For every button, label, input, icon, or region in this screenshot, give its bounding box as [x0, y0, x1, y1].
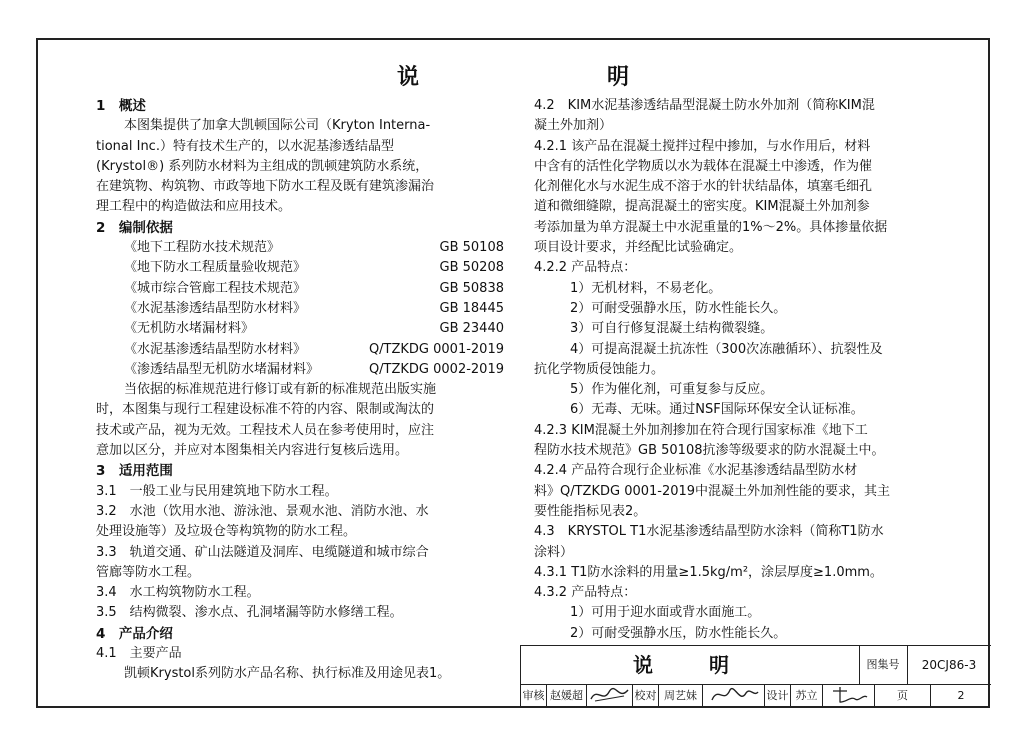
title-block	[520, 645, 991, 708]
checker-signature	[703, 684, 765, 708]
right-column	[534, 96, 974, 644]
section-heading: 3 适用范围	[96, 463, 173, 480]
list-item: 5）作为催化剂，可重复参与反应。	[570, 382, 774, 398]
text-line: 4.3.1 T1防水涂料的用量≥1.5kg/m²，涂层厚度≥1.0mm。	[534, 564, 883, 580]
standard-code: GB 50208	[439, 260, 504, 276]
standard-name: 《地下工程防水技术规范》	[124, 240, 281, 256]
page-title: 说 明	[396, 65, 677, 90]
standard-reference	[96, 360, 508, 380]
list-item: 2）可耐受强静水压，防水性能长久。	[570, 300, 787, 316]
text-line: 4.2.4 产品符合现行企业标准《水泥基渗透结晶型防水材	[534, 463, 858, 479]
text-line: 化剂催化水与水泥生成不溶于水的针状结晶体，填塞毛细孔	[534, 179, 873, 195]
standard-name: 《渗透结晶型无机防水堵漏材料》	[124, 361, 320, 377]
text-line: 4.3 KRYSTOL T1水泥基渗透结晶型防水涂料（简称T1防水	[534, 524, 884, 540]
designer-signature	[823, 684, 875, 708]
text-line: 时，本图集与现行工程建设标准不符的内容、限制或淘汰的	[96, 402, 435, 418]
text-line: tional Inc.）特有技术生产的，以水泥基渗透结晶型	[96, 138, 394, 154]
text-line: 中含有的活性化学物质以水为载体在混凝土中渗透，作为催	[534, 158, 873, 174]
reviewer-signature-mark	[588, 684, 632, 706]
text-line: 程防水技术规范》GB 50108抗渗等级要求的防水混凝土中。	[534, 443, 885, 459]
text-line: 管廊等防水工程。	[96, 564, 201, 580]
standard-name: 《水泥基渗透结晶型防水材料》	[124, 341, 307, 357]
designer-name: 苏立	[791, 684, 823, 708]
standard-reference	[96, 258, 508, 278]
text-line: 4.1 主要产品	[96, 646, 182, 662]
standard-reference	[96, 319, 508, 339]
text-line: 4.2 KIM水泥基渗透结晶型混凝土防水外加剂（简称KIM混	[534, 98, 875, 113]
standard-reference	[96, 299, 508, 319]
text-line: 4.2.2 产品特点：	[534, 260, 637, 276]
list-item: 3）可自行修复混凝土结构微裂缝。	[570, 321, 774, 337]
text-line: 在建筑物、构筑物、市政等地下防水工程及既有建筑渗漏治	[96, 179, 435, 195]
standard-name: 《城市综合管廊工程技术规范》	[124, 280, 307, 296]
atlas-number: 20CJ86-3	[921, 658, 977, 672]
standard-code: GB 50838	[439, 280, 504, 296]
standard-code: Q/TZKDG 0001-2019	[368, 341, 504, 357]
check-label: 校对	[633, 684, 659, 708]
text-line: 3.4 水工构筑物防水工程。	[96, 585, 260, 601]
standard-name: 《地下防水工程质量验收规范》	[124, 260, 307, 276]
title-block-top-row	[521, 646, 991, 685]
standard-reference	[96, 279, 508, 299]
text-line: 技术或产品，视为无效。工程技术人员在参考使用时，应注	[96, 422, 435, 438]
drawing-sheet	[36, 38, 990, 708]
list-item: 2）可耐受强静水压，防水性能长久。	[570, 625, 787, 641]
list-item: 6）无毒、无味。通过NSF国际环保安全认证标准。	[570, 402, 864, 418]
list-item: 1）无机材料，不易老化。	[570, 280, 722, 296]
design-label: 设计	[765, 684, 791, 708]
text-line: 要性能指标见表2。	[534, 503, 647, 519]
text-line: 3.1 一般工业与民用建筑地下防水工程。	[96, 483, 338, 499]
text-line: 项目设计要求，并经配比试验确定。	[534, 240, 743, 256]
reviewer-name: 赵媛超	[547, 684, 587, 708]
text-line: 4.3.2 产品特点：	[534, 585, 637, 601]
standard-code: Q/TZKDG 0002-2019	[368, 361, 504, 377]
text-line: 4.2.3 KIM混凝土外加剂掺加在符合现行国家标准《地下工	[534, 422, 868, 438]
paragraph-start: 凯顿Krystol系列防水产品名称、执行标准及用途见表1。	[124, 666, 451, 682]
list-item: 4）可提高混凝土抗冻性（300次冻融循环）、抗裂性及	[570, 341, 883, 357]
reviewer-signature	[587, 684, 633, 708]
text-line: 3.2 水池（饮用水池、游泳池、景观水池、消防水池、水	[96, 503, 429, 519]
atlas-number-label: 图集号	[859, 646, 908, 684]
text-line: 处理设施等）及垃圾仓等构筑物的防水工程。	[96, 524, 357, 540]
list-item: 1）可用于迎水面或背水面施工。	[570, 605, 761, 621]
standard-code: GB 18445	[439, 300, 504, 316]
title-block-title: 说 明	[521, 646, 860, 684]
standard-name: 《水泥基渗透结晶型防水材料》	[124, 300, 307, 316]
text-line: 涂料）	[534, 544, 574, 560]
text-line: 3.3 轨道交通、矿山法隧道及洞库、电缆隧道和城市综合	[96, 544, 429, 560]
page-number: 2	[957, 689, 965, 702]
text-line: 4.2.1 该产品在混凝土搅拌过程中掺加，与水作用后，材料	[534, 138, 871, 154]
section-heading: 1 概述	[96, 98, 146, 114]
left-column	[96, 96, 508, 685]
standard-reference	[96, 238, 508, 258]
text-line: 理工程中的构造做法和应用技术。	[96, 199, 292, 215]
standard-name: 《无机防水堵漏材料》	[124, 321, 255, 337]
paragraph-start: 当依据的标准规范进行修订或有新的标准规范出版实施	[124, 382, 437, 398]
text-line: 料》Q/TZKDG 0001-2019中混凝土外加剂性能的要求，其主	[534, 483, 891, 499]
checker-signature-mark	[706, 684, 762, 706]
text-line: (Krystol®) 系列防水材料为主组成的凯顿建筑防水系统，	[96, 158, 429, 174]
text-line: 抗化学物质侵蚀能力。	[534, 361, 665, 377]
designer-signature-mark	[825, 684, 873, 706]
page-label: 页	[875, 684, 931, 708]
title-block-sign-row	[521, 684, 991, 708]
standard-code: GB 23440	[439, 321, 504, 337]
standard-reference	[96, 340, 508, 360]
text-line: 道和微细缝隙，提高混凝土的密实度。KIM混凝土外加剂参	[534, 199, 870, 215]
text-line: 凝土外加剂）	[534, 118, 613, 134]
text-line: 意加以区分，并应对本图集相关内容进行复核后选用。	[96, 443, 409, 459]
review-label: 审核	[521, 684, 547, 708]
standard-code: GB 50108	[439, 240, 504, 256]
text-line: 考添加量为单方混凝土中水泥重量的1%～2%。具体掺量依据	[534, 219, 888, 235]
text-line: 3.5 结构微裂、渗水点、孔洞堵漏等防水修缮工程。	[96, 605, 403, 621]
section-heading: 4 产品介绍	[96, 625, 173, 642]
paragraph-start: 本图集提供了加拿大凯顿国际公司（Kryton Interna-	[124, 118, 431, 134]
section-heading: 2 编制依据	[96, 219, 173, 236]
checker-name: 周艺妹	[659, 684, 703, 708]
